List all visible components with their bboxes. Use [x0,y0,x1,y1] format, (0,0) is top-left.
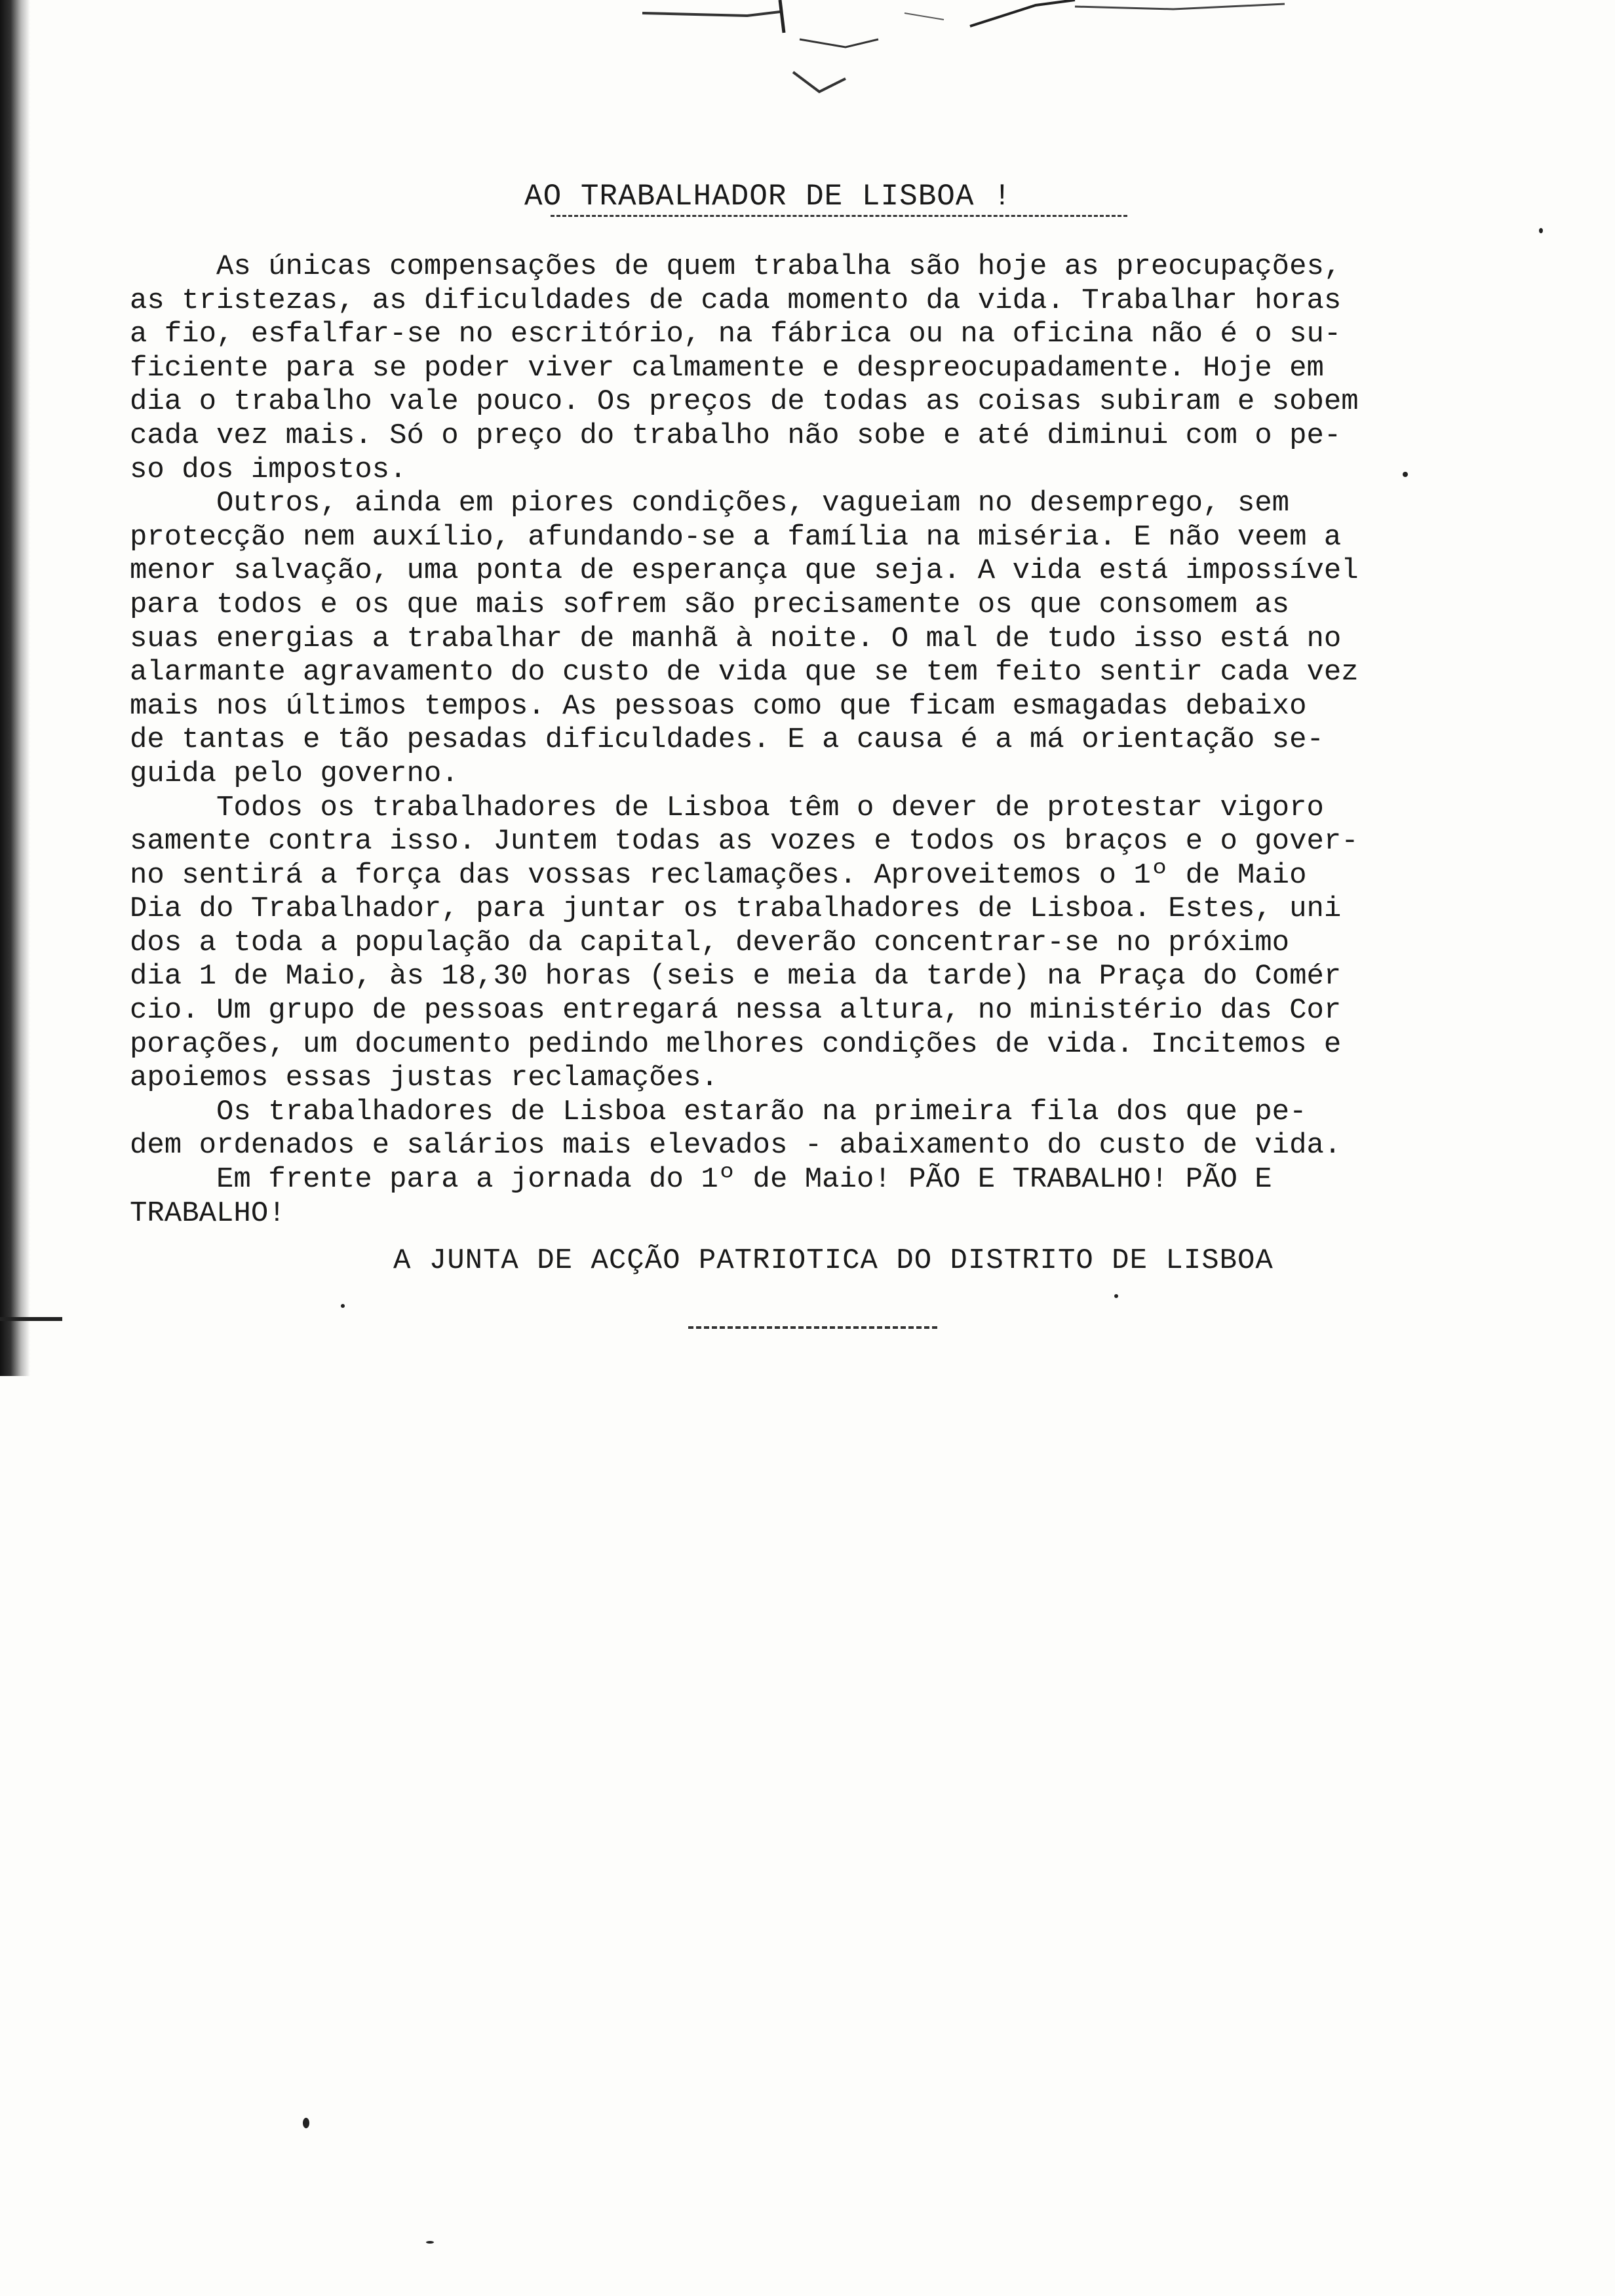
body-line: mais nos últimos tempos. As pessoas como que ficam esmagadas debaixo [130,689,1307,723]
body-line: apoiemos essas justas reclamações. [130,1062,718,1095]
scan-top-marks [629,0,1298,105]
body-line: so dos impostos. [130,453,407,486]
body-line: de tantas e tão pesadas dificuldades. E a causa é a má orientação se- [130,723,1324,757]
body-line: porações, um documento pedindo melhores condições de vida. Incitemos e [130,1027,1342,1061]
body-line: Os trabalhadores de Lisboa estarão na primeira fila dos que pe- [130,1095,1307,1128]
body-line: cio. Um grupo de pessoas entregará nessa altura, no ministério das Cor [130,994,1342,1027]
body-line: alarmante agravamento do custo de vida que se tem feito sentir cada vez [130,656,1359,689]
body-line: menor salvação, uma ponta de esperança que seja. A vida está impossível [130,554,1359,588]
scan-speck [1114,1294,1118,1298]
signature-underline [688,1326,937,1329]
signature-line: A JUNTA DE ACÇÃO PATRIOTICA DO DISTRITO DE LISBOA [393,1244,1274,1277]
body-line: guida pelo governo. [130,757,459,790]
body-line: protecção nem auxílio, afundando-se a família na miséria. E não veem a [130,520,1342,554]
body-line: no sentirá a força das vossas reclamações. Aproveitemos o 1º de Maio [130,858,1307,892]
scan-speck [341,1304,345,1308]
body-line: a fio, esfalfar-se no escritório, na fábrica ou na oficina não é o su- [130,318,1342,351]
body-line: as tristezas, as dificuldades de cada momento da vida. Trabalhar horas [130,284,1342,317]
body-line: dos a toda a população da capital, deverão concentrar-se no próximo [130,926,1290,959]
body-line: suas energias a trabalhar de manhã à noite. O mal de tudo isso está no [130,622,1342,655]
body-line: dia o trabalho vale pouco. Os preços de todas as coisas subiram e sobem [130,385,1359,419]
body-line: As únicas compensações de quem trabalha são hoje as preocupações, [130,250,1342,283]
title-underline [551,215,1127,217]
body-line: Todos os trabalhadores de Lisboa têm o dever de protestar vigoro [130,791,1324,824]
body-line: para todos e os que mais sofrem são precisamente os que consomem as [130,588,1290,621]
body-line: ficiente para se poder viver calmamente e despreocupadamente. Hoje em [130,351,1324,385]
scan-edge-shadow [0,0,30,1376]
document-title: AO TRABALHADOR DE LISBOA ! [524,180,1012,214]
scan-edge-mark [0,1317,62,1321]
body-line: Em frente para a jornada do 1º de Maio! PÃO E TRABALHO! PÃO E [130,1163,1272,1196]
scan-speck [1403,472,1408,477]
body-line: TRABALHO! [130,1196,286,1230]
scan-speck [426,2241,434,2244]
body-line: cada vez mais. Só o preço do trabalho não sobe e até diminui com o pe- [130,419,1342,452]
document-body [130,250,1559,1231]
body-line: samente contra isso. Juntem todas as vozes e todos os braços e o gover- [130,825,1359,858]
body-line: Outros, ainda em piores condições, vagueiam no desemprego, sem [130,487,1290,520]
body-line: Dia do Trabalhador, para juntar os trabalhadores de Lisboa. Estes, uni [130,892,1342,926]
scan-speck [303,2118,309,2128]
body-line: dem ordenados e salários mais elevados - abaixamento do custo de vida. [130,1129,1342,1162]
body-line: dia 1 de Maio, às 18,30 horas (seis e meia da tarde) na Praça do Comér [130,960,1342,993]
scan-speck [1539,228,1543,233]
